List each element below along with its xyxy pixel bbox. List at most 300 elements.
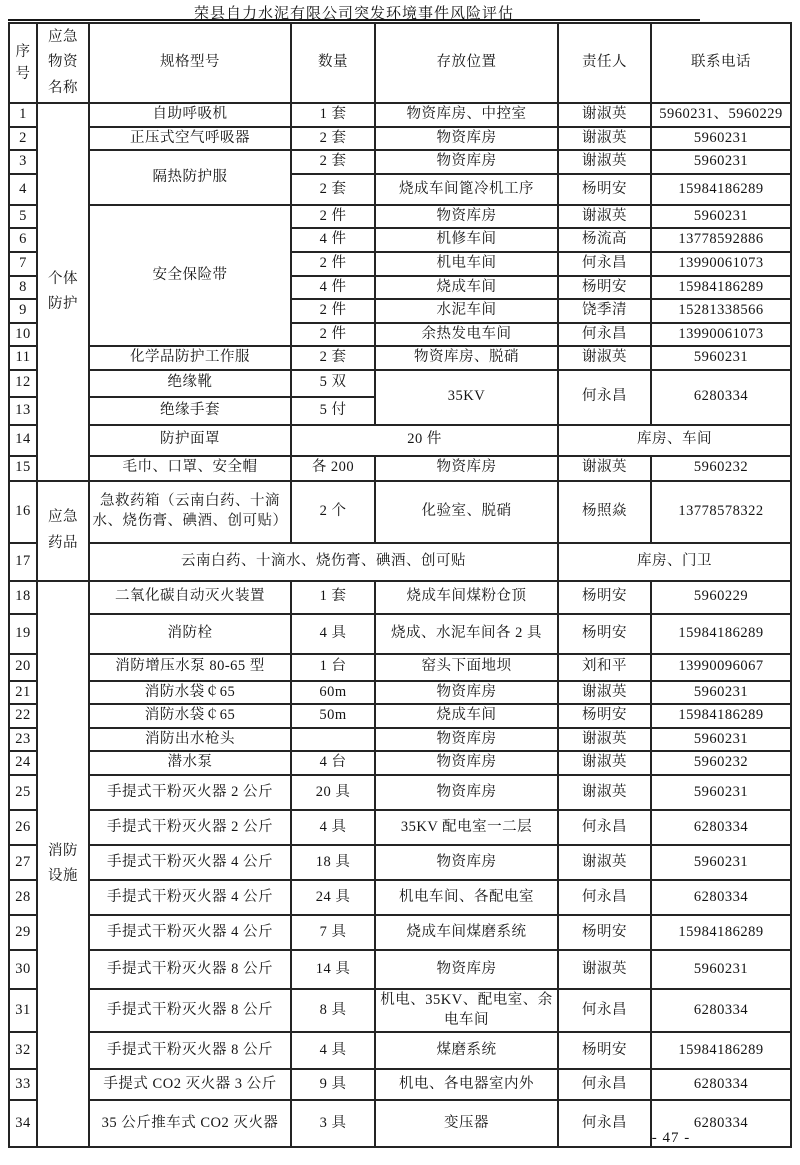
cell-text: 7 [19,254,27,271]
cell-location [375,370,558,425]
table-row [9,654,791,681]
cell-qty [291,681,375,705]
table-row [9,481,791,543]
cell-text: 50m [319,707,347,724]
cell-spec [89,728,291,752]
cell-text: 2 件 [319,207,347,224]
cell-text: 8 [19,278,27,295]
cell-person [558,103,651,127]
cell-text: 物资库房 [436,783,497,800]
cell-text: 18 具 [315,853,351,870]
cell-text: 4 具 [319,1041,347,1058]
table-row [9,1069,791,1100]
table-row [9,425,791,456]
cell-qty [291,370,375,397]
cell-text: 烧成车间煤磨系统 [406,923,527,940]
cell-person [558,228,651,252]
cell-spec [89,681,291,705]
cell-person [558,751,651,775]
cell-text: 2 件 [319,254,347,271]
cell-person [558,681,651,705]
cell-text: 17 [15,552,31,569]
cell-text: 15984186289 [678,624,764,641]
cell-location [375,989,558,1032]
cell-text: 6280334 [693,1114,749,1131]
cell-text: 5960231 [693,129,749,146]
cell-text: 4 件 [319,278,347,295]
cell-text: 煤磨系统 [436,1041,497,1058]
cell-location [375,654,558,681]
cell-text: 15281338566 [678,302,764,319]
cell-text: 35 公斤推车式 CO2 灭火器 [101,1114,279,1131]
cell-location [375,252,558,276]
cell-text: 5960231 [693,960,749,977]
cell-qty [291,751,375,775]
cell-index [9,299,37,323]
cell-index [9,915,37,950]
cell-person [558,845,651,880]
cell-person [558,880,651,915]
cell-spec [89,1100,291,1147]
cell-spec [89,543,558,581]
cell-person [558,543,791,581]
cell-qty [291,581,375,614]
cell-qty [291,810,375,845]
cell-text: 5960232 [693,459,749,476]
cell-text: 消防增压水泵 80-65 型 [115,658,265,675]
table-row [9,775,791,810]
cell-person [558,1069,651,1100]
page-number: - 47 - [651,1130,691,1146]
cell-person [558,299,651,323]
cell-text: 谢淑英 [582,730,627,747]
cell-phone [651,681,791,705]
cell-phone [651,252,791,276]
cell-text: 5 [19,207,27,224]
cell-person [558,654,651,681]
cell-location [375,915,558,950]
cell-text: 手提式干粉灭火器 8 公斤 [107,1041,273,1058]
table-row [9,728,791,752]
cell-text: 物资库房 [436,754,497,771]
cell-text: 谢淑英 [582,129,627,146]
cell-text: 15984186289 [678,1041,764,1058]
cell-text: 谢淑英 [582,349,627,366]
cell-text: 烧成车间 [436,278,497,295]
cell-qty [291,252,375,276]
cell-text: 27 [15,853,31,870]
cell-location [375,103,558,127]
cell-text: 18 [15,588,31,605]
cell-text: 杨明安 [582,180,627,197]
cell-text: 杨流高 [582,231,627,248]
cell-text: 9 具 [319,1075,347,1092]
cell-person [558,425,791,456]
table-row [9,346,791,370]
cell-person [558,810,651,845]
cell-text: 库房、门卫 [637,552,712,569]
cell-location [375,127,558,151]
column-header-phone [651,23,791,103]
cell-text: 16 [15,502,31,519]
cell-text: 28 [15,888,31,905]
cell-qty [291,728,375,752]
cell-person [558,989,651,1032]
cell-text: 6280334 [693,1075,749,1092]
cell-text: 何永昌 [582,254,627,271]
cell-qty [291,228,375,252]
cell-text: 库房、车间 [637,431,712,448]
table-row [9,205,791,229]
cell-text: 化学品防护工作服 [130,349,250,366]
column-header-spec [89,23,291,103]
cell-person [558,704,651,728]
cell-person [558,205,651,229]
table-row [9,880,791,915]
cell-text: 手提式干粉灭火器 4 公斤 [107,923,273,940]
cell-phone [651,614,791,654]
cell-text: 4 台 [319,754,347,771]
column-header-label: 存放位置 [436,54,497,71]
cell-spec [89,1032,291,1069]
cell-index [9,989,37,1032]
cell-text: 2 [19,129,27,146]
cell-qty [291,150,375,174]
cell-location [375,614,558,654]
cell-text: 谢淑英 [582,207,627,224]
cell-phone [651,915,791,950]
cell-text: 2 件 [319,302,347,319]
table-body [9,103,791,1147]
cell-phone [651,150,791,174]
cell-text: 谢淑英 [582,106,627,123]
cell-location [375,704,558,728]
cell-index [9,346,37,370]
cell-spec [89,370,291,397]
cell-text: 自助呼吸机 [152,106,228,123]
cell-index [9,228,37,252]
cell-text: 机电车间 [436,254,497,271]
cell-index [9,1032,37,1069]
cell-person [558,915,651,950]
cell-spec [89,127,291,151]
cell-location [375,950,558,989]
cell-text: 正压式空气呼吸器 [130,129,250,146]
cell-text: 26 [15,818,31,835]
cell-text: 15984186289 [678,923,764,940]
cell-spec [89,704,291,728]
cell-text: 10 [15,325,31,342]
cell-person [558,775,651,810]
cell-qty [291,425,558,456]
cell-qty [291,1100,375,1147]
cell-text: 烧成车间篦冷机工序 [399,180,534,197]
cell-text: 物资库房 [436,730,497,747]
cell-qty [291,950,375,989]
cell-location [375,1032,558,1069]
cell-text: 25 [15,783,31,800]
cell-person [558,581,651,614]
cell-index [9,370,37,397]
cell-spec [89,654,291,681]
cell-phone [651,1069,791,1100]
cell-index [9,614,37,654]
column-header-label: 责任人 [582,54,627,71]
cell-location [375,880,558,915]
cell-index [9,543,37,581]
cell-text: 2 套 [319,180,347,197]
cell-text: 5960231 [693,207,749,224]
cell-index [9,103,37,127]
cell-phone [651,950,791,989]
cell-phone [651,654,791,681]
cell-text: 机电、35KV、配电室、余电车间 [380,992,553,1028]
cell-text: 15984186289 [678,180,764,197]
cell-index [9,810,37,845]
cell-index [9,845,37,880]
cell-index [9,704,37,728]
table-row [9,103,791,127]
cell-text: 物资库房 [436,960,497,977]
cell-phone [651,323,791,347]
cell-text: 潜水泵 [167,754,213,771]
cell-text: 手提式干粉灭火器 8 公斤 [107,960,273,977]
cell-person [558,1032,651,1069]
cell-text: 23 [15,730,31,747]
cell-index [9,728,37,752]
cell-text: 何永昌 [582,1075,627,1092]
cell-text: 手提式干粉灭火器 4 公斤 [107,888,273,905]
cell-text: 隔热防护服 [152,168,228,185]
cell-person [558,728,651,752]
cell-person [558,150,651,174]
cell-phone [651,228,791,252]
cell-text: 急救药箱（云南白药、十滴水、烧伤膏、碘酒、创可贴） [92,493,288,529]
cell-text: 35KV [447,388,486,405]
cell-text: 谢淑英 [582,853,627,870]
table-row [9,751,791,775]
cell-text: 21 [15,683,31,700]
cell-index [9,174,37,205]
cell-qty [291,397,375,425]
cell-text: 20 [15,658,31,675]
cell-text: 何永昌 [582,1114,627,1131]
cell-text: 2 套 [319,349,347,366]
cell-phone [651,704,791,728]
cell-spec [89,880,291,915]
cell-text: 5960231 [693,730,749,747]
cell-text: 4 具 [319,818,347,835]
cell-location [375,276,558,300]
column-header-qty [291,23,375,103]
cell-text: 机电、各电器室内外 [399,1075,534,1092]
cell-index [9,1069,37,1100]
cell-text: 30 [15,960,31,977]
cell-index [9,481,37,543]
cell-spec [89,614,291,654]
cell-text: 物资库房、脱硝 [414,349,519,366]
cell-text: 物资库房 [436,153,497,170]
cell-qty [291,915,375,950]
cell-text: 2 套 [319,129,347,146]
cell-text: 13778578322 [678,502,764,519]
cell-text: 3 [19,153,27,170]
cell-text: 云南白药、十滴水、烧伤膏、碘酒、创可贴 [181,552,466,569]
cell-text: 5960232 [693,754,749,771]
cell-text: 5960231 [693,853,749,870]
cell-text: 24 [15,754,31,771]
cell-qty [291,845,375,880]
cell-text: 杨明安 [582,923,627,940]
cell-text: 安全保险带 [152,266,228,283]
cell-location [375,1100,558,1147]
cell-location [375,581,558,614]
cell-person [558,174,651,205]
cell-qty [291,323,375,347]
column-header-label: 规格型号 [160,54,220,71]
cell-phone [651,205,791,229]
cell-text: 15984186289 [678,278,764,295]
cell-phone [651,103,791,127]
cell-text: 杨明安 [582,624,627,641]
cell-person [558,276,651,300]
cell-text: 4 件 [319,231,347,248]
cell-text: 5960231、5960229 [659,106,783,123]
cell-location [375,681,558,705]
cell-qty [291,346,375,370]
cell-person [558,346,651,370]
cell-location [375,845,558,880]
table-row [9,845,791,880]
cell-text: 何永昌 [582,388,627,405]
cell-text: 6280334 [693,388,749,405]
cell-text: 4 [19,180,27,197]
cell-text: 2 件 [319,325,347,342]
table-row [9,150,791,174]
cell-phone [651,481,791,543]
cell-text: 物资库房 [436,207,497,224]
cell-text: 31 [15,1001,31,1018]
cell-text: 杨明安 [582,588,627,605]
table-row [9,1032,791,1069]
cell-text: 3 具 [319,1114,347,1131]
cell-text: 何永昌 [582,888,627,905]
cell-qty [291,481,375,543]
cell-index [9,950,37,989]
cell-text: 5 付 [319,401,347,418]
cell-text: 烧成车间 [436,707,497,724]
cell-text: 1 套 [319,106,347,123]
cell-spec [89,397,291,425]
cell-text: 毛巾、口罩、安全帽 [122,459,258,476]
cell-text: 刘和平 [582,658,627,675]
cell-index [9,581,37,614]
cell-text: 谢淑英 [582,783,627,800]
table-row [9,950,791,989]
cell-text: 19 [15,624,31,641]
cell-text: 20 具 [315,783,351,800]
column-header-index [9,23,37,103]
cell-text: 饶季清 [582,302,627,319]
cell-text: 14 具 [315,960,351,977]
cell-qty [291,276,375,300]
cell-phone [651,989,791,1032]
cell-phone [651,775,791,810]
cell-person [558,456,651,481]
cell-text: 5960231 [693,153,749,170]
table-row [9,989,791,1032]
cell-text: 手提式干粉灭火器 8 公斤 [107,1001,273,1018]
cell-location [375,299,558,323]
cell-text: 手提式 CO2 灭火器 3 公斤 [103,1075,277,1092]
table-row [9,810,791,845]
table-row [9,581,791,614]
cell-phone [651,1032,791,1069]
cell-spec [89,346,291,370]
cell-text: 物资库房 [436,853,497,870]
cell-text: 1 台 [319,658,347,675]
cell-text: 14 [15,431,31,448]
cell-phone [651,174,791,205]
cell-text: 机修车间 [436,231,497,248]
cell-text: 绝缘靴 [167,374,213,391]
cell-text: 二氧化碳自动灭火装置 [115,588,265,605]
cell-spec [89,775,291,810]
table-row [9,915,791,950]
cell-text: 杨照焱 [582,502,627,519]
cell-text: 烧成车间煤粉仓顶 [406,588,527,605]
cell-text: 5960231 [693,683,749,700]
cell-text: 消防水袋￠65 [144,707,236,724]
cell-person [558,127,651,151]
cell-text: 5960231 [693,349,749,366]
cell-qty [291,1032,375,1069]
cell-text: 13990061073 [678,325,764,342]
cell-category [37,581,89,1147]
cell-phone [651,880,791,915]
cell-text: 13990061073 [678,254,764,271]
cell-location [375,751,558,775]
cell-text: 4 具 [319,624,347,641]
table-header [9,23,791,103]
cell-text: 11 [15,349,31,366]
table-row [9,370,791,397]
cell-qty [291,614,375,654]
table-row [9,614,791,654]
cell-index [9,252,37,276]
cell-qty [291,205,375,229]
cell-text: 7 具 [319,923,347,940]
cell-text: 5960231 [693,783,749,800]
cell-spec [89,751,291,775]
cell-text: 2 个 [319,502,347,519]
cell-index [9,397,37,425]
cell-spec [89,425,291,456]
cell-text: 15984186289 [678,707,764,724]
cell-person [558,370,651,425]
column-header-category [37,23,89,103]
cell-text: 8 具 [319,1001,347,1018]
cell-text: 余热发电车间 [421,325,512,342]
cell-phone [651,751,791,775]
cell-category [37,481,89,581]
cell-person [558,614,651,654]
cell-qty [291,456,375,481]
cell-text: 手提式干粉灭火器 2 公斤 [107,783,273,800]
cell-text: 变压器 [444,1114,489,1131]
cell-phone [651,276,791,300]
cell-text: 各 200 [311,459,355,476]
